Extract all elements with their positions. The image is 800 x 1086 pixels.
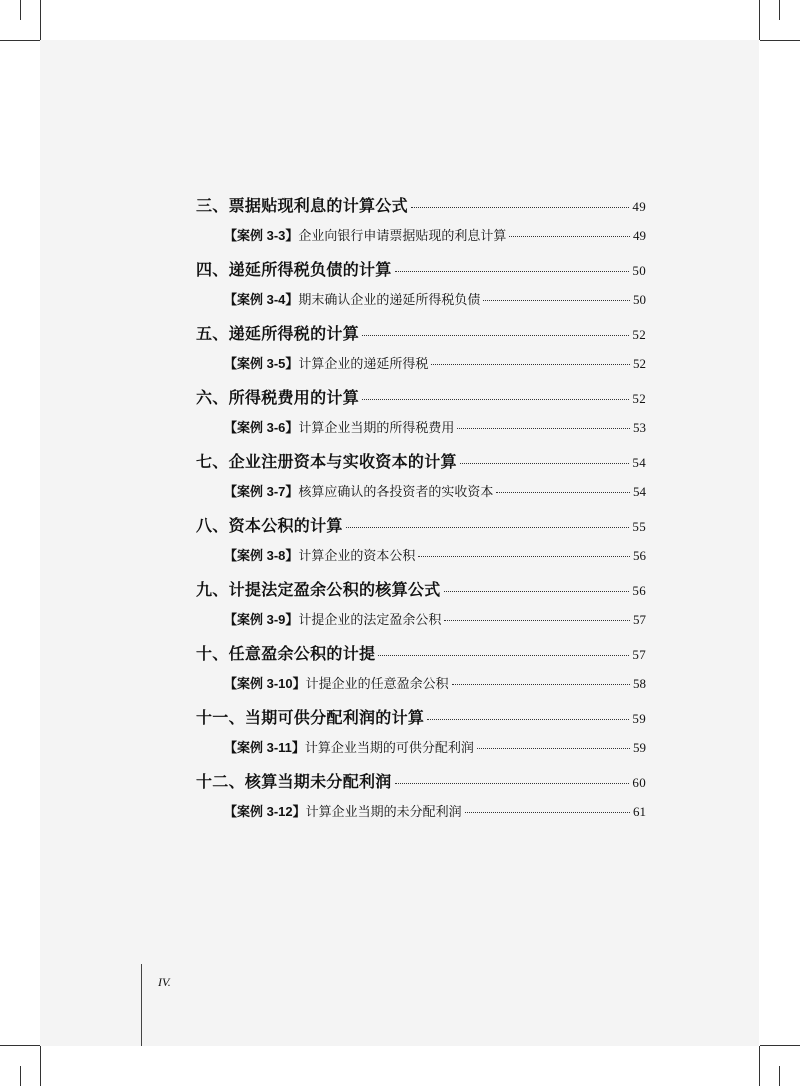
crop-mark-bottom-left-vertical xyxy=(40,1046,41,1086)
toc-case-entry[interactable] xyxy=(196,737,646,769)
toc-leader-dots xyxy=(483,300,630,301)
toc-case-title: 核算应确认的各投资者的实收资本 xyxy=(298,485,494,500)
toc-group xyxy=(196,385,646,449)
toc-section-entry[interactable] xyxy=(196,321,646,353)
toc-section-title: 四、递延所得税负债的计算 xyxy=(196,260,392,279)
toc-group xyxy=(196,513,646,577)
toc-case-page: 49 xyxy=(633,228,646,243)
toc-case-entry[interactable] xyxy=(196,289,646,321)
toc-leader-dots xyxy=(460,463,630,464)
toc-case-entry[interactable] xyxy=(196,481,646,513)
toc-leader-dots xyxy=(457,428,630,429)
toc-case-page: 54 xyxy=(633,484,646,499)
toc-case-tag: 【案例 3-9】 xyxy=(224,612,299,627)
toc-section-entry[interactable] xyxy=(196,577,646,609)
toc-leader-dots xyxy=(509,236,630,237)
toc-case-tag: 【案例 3-11】 xyxy=(224,740,305,755)
toc-leader-dots xyxy=(427,719,629,720)
crop-mark-top-right-outer xyxy=(779,0,780,20)
toc-case-page: 53 xyxy=(633,420,646,435)
crop-mark-top-right-vertical xyxy=(759,0,760,40)
toc-leader-dots xyxy=(411,207,629,208)
toc-group xyxy=(196,641,646,705)
toc-section-entry[interactable] xyxy=(196,257,646,289)
toc-case-title: 计算企业的资本公积 xyxy=(298,549,416,564)
toc-case-entry[interactable] xyxy=(196,673,646,705)
toc-section-title: 六、所得税费用的计算 xyxy=(196,388,360,407)
toc-case-entry[interactable] xyxy=(196,417,646,449)
toc-case-page: 52 xyxy=(633,356,646,371)
toc-case-tag: 【案例 3-4】 xyxy=(224,292,299,307)
crop-mark-bottom-right-outer xyxy=(779,1066,780,1086)
toc-case-page: 56 xyxy=(633,548,646,563)
toc-group xyxy=(196,257,646,321)
toc-group xyxy=(196,449,646,513)
toc-case-title: 计算企业当期的所得税费用 xyxy=(298,421,455,436)
toc-leader-dots xyxy=(395,271,630,272)
toc-section-title: 九、计提法定盈余公积的核算公式 xyxy=(196,580,441,599)
toc-case-title: 计提企业的法定盈余公积 xyxy=(298,613,442,628)
toc-section-page: 49 xyxy=(632,199,646,214)
crop-mark-top-left-vertical xyxy=(40,0,41,40)
toc-leader-dots xyxy=(496,492,630,493)
crop-mark-top-right-horizontal xyxy=(760,40,800,41)
toc-leader-dots xyxy=(477,748,630,749)
toc-section-entry[interactable] xyxy=(196,705,646,737)
toc-case-entry[interactable] xyxy=(196,545,646,577)
toc-case-entry[interactable] xyxy=(196,801,646,833)
toc-section-page: 59 xyxy=(632,711,646,726)
toc-section-page: 56 xyxy=(632,583,646,598)
toc-section-entry[interactable] xyxy=(196,513,646,545)
toc-leader-dots xyxy=(431,364,630,365)
toc-case-title: 计算企业当期的未分配利润 xyxy=(305,805,462,820)
toc-section-page: 52 xyxy=(632,327,646,342)
toc-group xyxy=(196,577,646,641)
toc-case-tag: 【案例 3-12】 xyxy=(224,804,306,819)
toc-section-entry[interactable] xyxy=(196,769,646,801)
toc-case-tag: 【案例 3-10】 xyxy=(224,676,306,691)
toc-section-title: 三、票据贴现利息的计算公式 xyxy=(196,196,408,215)
toc-section-page: 50 xyxy=(632,263,646,278)
toc-case-title: 企业向银行申请票据贴现的利息计算 xyxy=(298,229,507,244)
toc-case-tag: 【案例 3-5】 xyxy=(224,356,299,371)
toc-section-title: 五、递延所得税的计算 xyxy=(196,324,360,343)
toc-leader-dots xyxy=(452,684,630,685)
toc-case-page: 59 xyxy=(633,740,646,755)
crop-mark-bottom-left-horizontal xyxy=(0,1045,40,1046)
toc-case-tag: 【案例 3-6】 xyxy=(224,420,299,435)
toc-leader-dots xyxy=(418,556,630,557)
toc-case-entry[interactable] xyxy=(196,225,646,257)
toc-case-entry[interactable] xyxy=(196,353,646,385)
toc-case-title: 计提企业的任意盈余公积 xyxy=(305,677,449,692)
toc-group xyxy=(196,321,646,385)
toc-case-page: 61 xyxy=(633,804,646,819)
toc-leader-dots xyxy=(362,335,629,336)
toc-section-title: 八、资本公积的计算 xyxy=(196,516,343,535)
crop-mark-top-left-outer xyxy=(20,0,21,20)
toc-group xyxy=(196,705,646,769)
toc-leader-dots xyxy=(378,655,629,656)
toc-section-title: 十二、核算当期未分配利润 xyxy=(196,772,392,791)
toc-leader-dots xyxy=(346,527,630,528)
toc-section-page: 52 xyxy=(632,391,646,406)
crop-mark-bottom-right-horizontal xyxy=(760,1045,800,1046)
toc-leader-dots xyxy=(444,620,630,621)
toc-case-title: 计算企业当期的可供分配利润 xyxy=(304,741,474,756)
toc-case-entry[interactable] xyxy=(196,609,646,641)
toc-case-page: 50 xyxy=(633,292,646,307)
toc-section-page: 57 xyxy=(632,647,646,662)
toc-section-entry[interactable] xyxy=(196,193,646,225)
toc-section-entry[interactable] xyxy=(196,449,646,481)
table-of-contents xyxy=(196,193,646,833)
toc-section-title: 十一、当期可供分配利润的计算 xyxy=(196,708,425,727)
crop-mark-bottom-left-outer xyxy=(20,1066,21,1086)
toc-leader-dots xyxy=(362,399,629,400)
toc-case-tag: 【案例 3-3】 xyxy=(224,228,299,243)
toc-section-page: 54 xyxy=(632,455,646,470)
toc-section-title: 十、任意盈余公积的计提 xyxy=(196,644,376,663)
toc-case-title: 计算企业的递延所得税 xyxy=(298,357,429,372)
toc-leader-dots xyxy=(444,591,630,592)
toc-leader-dots xyxy=(465,812,630,813)
toc-section-page: 55 xyxy=(632,519,646,534)
crop-mark-bottom-right-vertical xyxy=(759,1046,760,1086)
toc-section-entry[interactable] xyxy=(196,641,646,673)
toc-case-tag: 【案例 3-8】 xyxy=(224,548,299,563)
toc-leader-dots xyxy=(395,783,630,784)
toc-case-page: 57 xyxy=(633,612,646,627)
toc-section-page: 60 xyxy=(632,775,646,790)
crop-mark-top-left-horizontal xyxy=(0,40,40,41)
toc-case-tag: 【案例 3-7】 xyxy=(224,484,299,499)
toc-case-page: 58 xyxy=(633,676,646,691)
page-folio: IV. xyxy=(158,975,171,989)
toc-section-title: 七、企业注册资本与实收资本的计算 xyxy=(196,452,457,471)
footer-rule xyxy=(141,964,142,1046)
toc-section-entry[interactable] xyxy=(196,385,646,417)
toc-group xyxy=(196,193,646,257)
toc-case-title: 期末确认企业的递延所得税负债 xyxy=(298,293,481,308)
toc-group xyxy=(196,769,646,833)
